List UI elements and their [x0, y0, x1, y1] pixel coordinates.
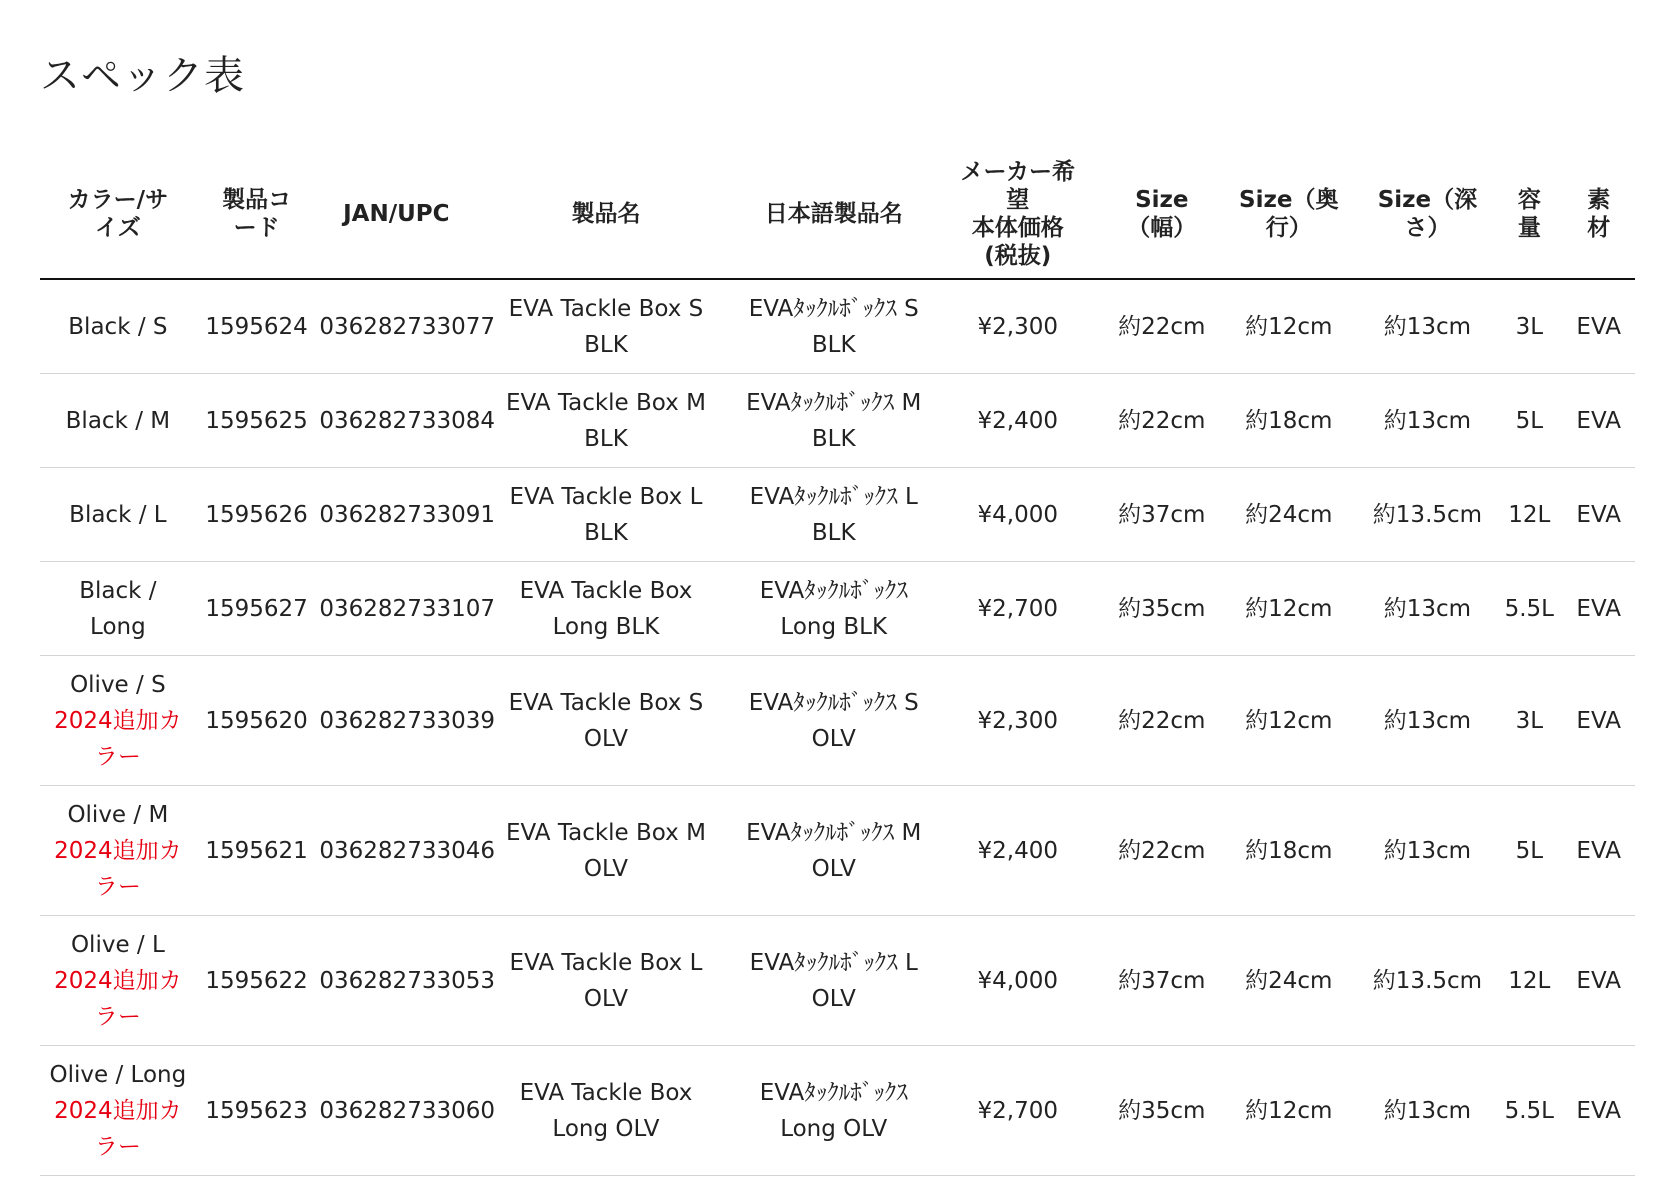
depth-cell: 約24cm [1219, 468, 1359, 562]
header-line: Size（深 [1377, 187, 1478, 213]
color-size-cell [40, 656, 196, 786]
variant-name: Black / [79, 577, 157, 604]
table-row [40, 656, 1635, 786]
column-header-size-width [1105, 150, 1219, 279]
price-cell: ¥2,400 [931, 786, 1105, 916]
depth-cell: 約18cm [1219, 374, 1359, 468]
header-line: イズ [94, 215, 141, 241]
product-code-cell: 1595627 [196, 562, 318, 656]
depth-cell: 約12cm [1219, 1046, 1359, 1176]
product-name-cell [475, 468, 736, 562]
column-header-color-size [40, 150, 196, 279]
width-cell: 約35cm [1105, 1046, 1219, 1176]
product-name-jp-cell [737, 1046, 931, 1176]
product-name-cell-line: BLK [584, 519, 628, 546]
color-size-cell [40, 279, 196, 374]
product-code-cell: 1595624 [196, 279, 318, 374]
product-name-jp-cell-line: EVAﾀｯｸﾙﾎﾞｯｸｽ L [749, 483, 918, 510]
product-name-cell-line: EVA Tackle Box [519, 1079, 693, 1106]
variant-name: Black / M [65, 407, 171, 434]
header-line: ード [233, 215, 280, 241]
product-name-cell-line: EVA Tackle Box S [508, 295, 704, 322]
depth-cell: 約12cm [1219, 656, 1359, 786]
height-cell: 約13cm [1359, 1046, 1497, 1176]
height-cell: 約13cm [1359, 279, 1497, 374]
product-name-jp-cell [737, 786, 931, 916]
depth-cell: 約12cm [1219, 562, 1359, 656]
product-name-cell-line: OLV [583, 855, 629, 882]
product-name-jp-cell-line: BLK [811, 519, 856, 546]
column-header-size-height [1359, 150, 1497, 279]
price-cell: ¥2,700 [931, 1046, 1105, 1176]
variant-name: Olive / L [70, 931, 165, 958]
material-cell: EVA [1562, 279, 1635, 374]
column-header-product-name-jp [737, 150, 931, 279]
capacity-cell: 5.5L [1496, 562, 1562, 656]
header-row [40, 150, 1635, 279]
product-name-cell-line: EVA Tackle Box M [506, 819, 706, 846]
jan-cell: 036282733107 [317, 562, 475, 656]
price-cell: ¥2,700 [931, 562, 1105, 656]
capacity-cell: 3L [1496, 279, 1562, 374]
table-row [40, 562, 1635, 656]
product-name-cell [475, 374, 736, 468]
jan-cell: 036282733053 [317, 916, 475, 1046]
product-code-cell: 1595623 [196, 1046, 318, 1176]
header-line: 容 [1517, 187, 1541, 213]
product-name-cell [475, 916, 736, 1046]
variant-name: Olive / M [67, 801, 169, 828]
capacity-cell: 12L [1496, 916, 1562, 1046]
width-cell: 約22cm [1105, 374, 1219, 468]
header-line: 望 [1006, 187, 1030, 213]
material-cell: EVA [1562, 562, 1635, 656]
column-header-product-name [475, 150, 736, 279]
header-line: (税抜) [984, 243, 1052, 269]
product-name-cell [475, 279, 736, 374]
product-name-cell-line: EVA Tackle Box S [508, 689, 704, 716]
product-code-cell: 1595621 [196, 786, 318, 916]
product-name-jp-cell-line: EVAﾀｯｸﾙﾎﾞｯｸｽ S [748, 689, 919, 716]
column-header-product-code [196, 150, 318, 279]
added-color-note: 2024追加カ [54, 837, 182, 864]
page-title: スペック表 [40, 53, 245, 99]
header-line: 行） [1265, 215, 1312, 241]
added-color-note: ラー [94, 1133, 141, 1160]
added-color-note: 2024追加カ [54, 967, 182, 994]
table-row [40, 374, 1635, 468]
product-name-jp-cell-line: OLV [811, 985, 856, 1012]
column-header-material [1562, 150, 1635, 279]
product-name-jp-cell-line: EVAﾀｯｸﾙﾎﾞｯｸｽ M [746, 389, 922, 416]
added-color-note: ラー [94, 1003, 141, 1030]
capacity-cell: 5.5L [1496, 1046, 1562, 1176]
color-size-cell [40, 916, 196, 1046]
product-code-cell: 1595626 [196, 468, 318, 562]
product-name-jp-cell-line: BLK [811, 425, 856, 452]
table-header [40, 150, 1635, 279]
width-cell: 約35cm [1105, 562, 1219, 656]
product-name-jp-cell-line: OLV [811, 855, 856, 882]
header-line: 製品名 [571, 201, 641, 227]
height-cell: 約13cm [1359, 374, 1497, 468]
width-cell: 約22cm [1105, 279, 1219, 374]
header-line: 日本語製品名 [764, 201, 903, 227]
depth-cell: 約12cm [1219, 279, 1359, 374]
product-name-jp-cell-line: OLV [811, 725, 856, 752]
product-name-cell-line: OLV [583, 725, 629, 752]
product-name-jp-cell-line: EVAﾀｯｸﾙﾎﾞｯｸｽ S [748, 295, 919, 322]
jan-cell: 036282733060 [317, 1046, 475, 1176]
price-cell: ¥2,400 [931, 374, 1105, 468]
product-code-cell: 1595625 [196, 374, 318, 468]
added-color-note: 2024追加カ [54, 707, 182, 734]
jan-cell: 036282733077 [317, 279, 475, 374]
width-cell: 約22cm [1105, 656, 1219, 786]
width-cell: 約22cm [1105, 786, 1219, 916]
header-line: さ） [1404, 215, 1451, 241]
material-cell: EVA [1562, 916, 1635, 1046]
color-size-cell [40, 468, 196, 562]
material-cell: EVA [1562, 786, 1635, 916]
header-line: メーカー希 [960, 159, 1076, 185]
variant-name: Black / L [69, 501, 167, 528]
product-name-jp-cell [737, 279, 931, 374]
product-name-cell-line: BLK [584, 425, 628, 452]
material-cell: EVA [1562, 1046, 1635, 1176]
variant-name: Olive / S [70, 671, 166, 698]
header-line: 材 [1587, 215, 1611, 241]
column-header-jan-upc [317, 150, 475, 279]
material-cell: EVA [1562, 656, 1635, 786]
product-name-jp-cell [737, 916, 931, 1046]
material-cell: EVA [1562, 374, 1635, 468]
product-name-cell-line: EVA Tackle Box [519, 577, 693, 604]
product-name-jp-cell [737, 374, 931, 468]
product-name-jp-cell-line: EVAﾀｯｸﾙﾎﾞｯｸｽ [759, 577, 908, 604]
price-cell: ¥4,000 [931, 916, 1105, 1046]
header-line: Size [1135, 187, 1189, 213]
capacity-cell: 5L [1496, 786, 1562, 916]
added-color-note: ラー [94, 873, 141, 900]
height-cell: 約13cm [1359, 786, 1497, 916]
product-name-jp-cell-line: EVAﾀｯｸﾙﾎﾞｯｸｽ M [746, 819, 922, 846]
table-row [40, 1046, 1635, 1176]
jan-cell: 036282733046 [317, 786, 475, 916]
material-cell: EVA [1562, 468, 1635, 562]
header-line: JAN/UPC [343, 201, 450, 227]
header-line: 素 [1587, 187, 1611, 213]
product-code-cell: 1595622 [196, 916, 318, 1046]
jan-cell: 036282733039 [317, 656, 475, 786]
column-header-capacity [1496, 150, 1562, 279]
height-cell: 約13.5cm [1359, 468, 1497, 562]
column-header-price [931, 150, 1105, 279]
product-name-jp-cell [737, 562, 931, 656]
product-name-cell [475, 562, 736, 656]
product-name-jp-cell-line: Long BLK [780, 613, 888, 640]
added-color-note: 2024追加カ [54, 1097, 182, 1124]
height-cell: 約13cm [1359, 562, 1497, 656]
height-cell: 約13cm [1359, 656, 1497, 786]
product-name-cell [475, 1046, 736, 1176]
table-body [40, 279, 1635, 1176]
product-name-jp-cell-line: EVAﾀｯｸﾙﾎﾞｯｸｽ L [749, 949, 918, 976]
capacity-cell: 12L [1496, 468, 1562, 562]
height-cell: 約13.5cm [1359, 916, 1497, 1046]
product-name-cell-line: OLV [583, 985, 629, 1012]
header-line: Size（奥 [1239, 187, 1339, 213]
table-row [40, 279, 1635, 374]
header-line: 量 [1517, 215, 1541, 241]
price-cell: ¥4,000 [931, 468, 1105, 562]
width-cell: 約37cm [1105, 468, 1219, 562]
column-header-size-depth [1219, 150, 1359, 279]
header-line: 本体価格 [971, 215, 1064, 241]
product-name-cell-line: Long OLV [552, 1115, 660, 1142]
table-row [40, 468, 1635, 562]
added-color-note: ラー [94, 743, 141, 770]
capacity-cell: 5L [1496, 374, 1562, 468]
product-name-jp-cell-line: Long OLV [780, 1115, 888, 1142]
product-name-cell-line: EVA Tackle Box L [509, 483, 703, 510]
jan-cell: 036282733084 [317, 374, 475, 468]
product-code-cell: 1595620 [196, 656, 318, 786]
width-cell: 約37cm [1105, 916, 1219, 1046]
product-name-jp-cell [737, 656, 931, 786]
product-name-cell-line: EVA Tackle Box M [506, 389, 706, 416]
jan-cell: 036282733091 [317, 468, 475, 562]
price-cell: ¥2,300 [931, 279, 1105, 374]
product-name-cell-line: BLK [584, 331, 628, 358]
variant-name: Black / S [68, 313, 168, 340]
depth-cell: 約24cm [1219, 916, 1359, 1046]
header-line: （幅） [1127, 215, 1197, 241]
variant-name: Long [90, 613, 146, 640]
color-size-cell [40, 1046, 196, 1176]
color-size-cell [40, 374, 196, 468]
header-line: カラー/サ [67, 187, 169, 213]
capacity-cell: 3L [1496, 656, 1562, 786]
table-row [40, 786, 1635, 916]
product-name-cell-line: EVA Tackle Box L [509, 949, 703, 976]
spec-table [40, 150, 1635, 1176]
variant-name: Olive / Long [49, 1061, 187, 1088]
color-size-cell [40, 562, 196, 656]
depth-cell: 約18cm [1219, 786, 1359, 916]
product-name-jp-cell [737, 468, 931, 562]
product-name-cell [475, 656, 736, 786]
product-name-jp-cell-line: BLK [811, 331, 856, 358]
color-size-cell [40, 786, 196, 916]
product-name-cell-line: Long BLK [552, 613, 660, 640]
product-name-jp-cell-line: EVAﾀｯｸﾙﾎﾞｯｸｽ [759, 1079, 908, 1106]
price-cell: ¥2,300 [931, 656, 1105, 786]
header-line: 製品コ [222, 187, 292, 213]
table-row [40, 916, 1635, 1046]
product-name-cell [475, 786, 736, 916]
